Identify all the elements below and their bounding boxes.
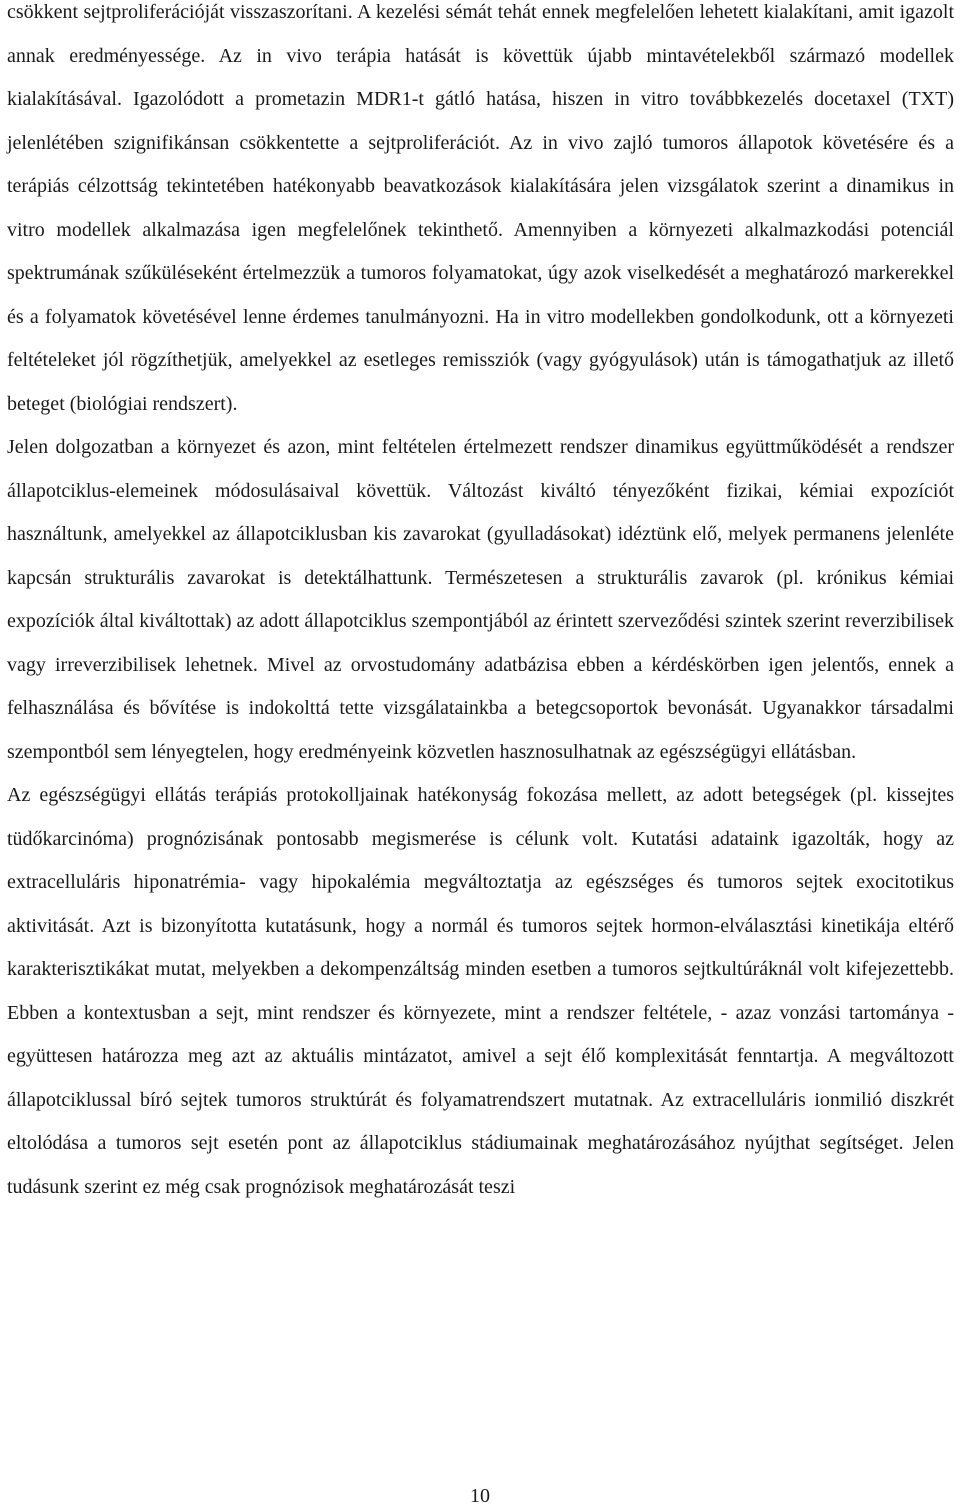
page-number: 10 (470, 1485, 490, 1507)
paragraph-1: csökkent sejtproliferációját visszaszorítani. A kezelési sémát tehát ennek megfelelően lehetett kialakítani, amit igazolt annak eredményessége. Az in vivo terápia hatását is követtük újabb mintavételekből származó modellek kialakításával. Igazolódott a prometazin MDR1-t gátló hatása, hiszen in vitro továbbkezelés docetaxel (TXT) jelenlétében szignifikánsan csökkentette a sejtproliferációt. Az in vivo zajló tumoros állapotok követésére és a terápiás célzottság tekintetében hatékonyabb beavatkozások kialakítására jelen vizsgálatok szerint a dinamikus in vitro modellek alkalmazása igen megfelelőnek tekinthető. Amennyiben a környezeti alkalmazkodási potenciál spektrumának szűküléseként értelmezzük a tumoros folyamatokat, úgy azok viselkedését a meghatározó markerekkel és a folyamatok követésével lenne érdemes tanulmányozni. Ha in vitro modellekben gondolkodunk, ott a környezeti feltételeket jól rögzíthetjük, amelyekkel az esetleges remissziók (vagy gyógyulások) után is támogathatjuk az illető beteget (biológiai rendszert). (7, 1, 954, 415)
paragraph-3: Az egészségügyi ellátás terápiás protokolljainak hatékonyság fokozása mellett, az adott betegségek (pl. kissejtes tüdőkarcinóma) prognózisának pontosabb megismerése is célunk volt. Kutatási adataink igazolták, hogy az extracelluláris hiponatrémia- vagy hipokalémia megváltoztatja az egészséges és tumoros sejtek exocitotikus aktivitását. Azt is bizonyította kutatásunk, hogy a normál és tumoros sejtek hormon-elválasztási kinetikája eltérő karakterisztikákat mutat, melyekben a dekompenzáltság minden esetben a tumoros sejtkultúráknál volt kifejezettebb. Ebben a kontextusban a sejt, mint rendszer és környezete, mint a rendszer feltétele, - azaz vonzási tartománya - együttesen határozza meg azt az aktuális mintázatot, amivel a sejt élő komplexitását fenntartja. A megváltozott állapotciklussal bíró sejtek tumoros struktúrát és folyamatrendszert mutatnak. Az extracelluláris ionmilió diszkrét eltolódása a tumoros sejt esetén pont az állapotciklus stádiumainak meghatározásához nyújthat segítséget. Jelen tudásunk szerint ez még csak prognózisok meghatározását teszi (7, 784, 954, 1198)
paragraph-2: Jelen dolgozatban a környezet és azon, mint feltételen értelmezett rendszer dinamikus együttműködését a rendszer állapotciklus-elemeinek módosulásaival követtük. Változást kiváltó tényezőként fizikai, kémiai expozíciót használtunk, amelyekkel az állapotciklusban kis zavarokat (gyulladásokat) idéztünk elő, melyek permanens jelenléte kapcsán strukturális zavarokat is detektálhattunk. Természetesen a strukturális zavarok (pl. krónikus kémiai expozíciók által kiváltottak) az adott állapotciklus szempontjából az érintett szerveződési szintek szerint reverzibilisek vagy irreverzibilisek lehetnek. Mivel az orvostudomány adatbázisa ebben a kérdéskörben igen jelentős, ennek a felhasználása és bővítése is indokolttá tette vizsgálatainkba a betegcsoportok bevonását. Ugyanakkor társadalmi szempontból sem lényegtelen, hogy eredményeink közvetlen hasznosulhatnak az egészségügyi ellátásban. (7, 436, 954, 763)
body-text (7, 0, 954, 1209)
